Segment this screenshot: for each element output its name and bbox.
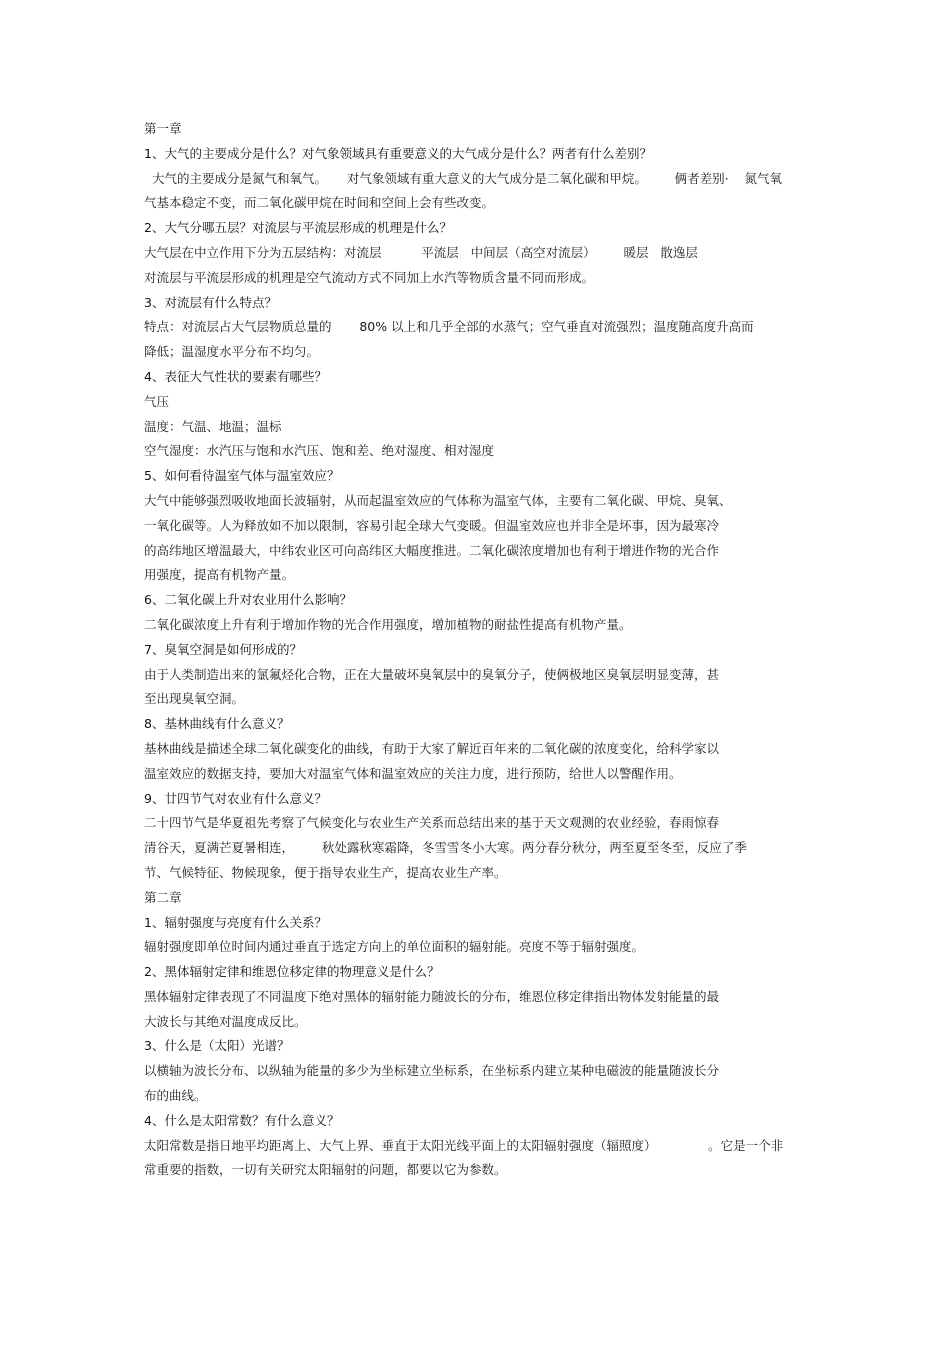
answer-line: 大气层在中立作用下分为五层结构：对流层 平流层 中间层（高空对流层） 暖层 散逸层 — [144, 244, 698, 260]
answer-line: 气压 — [144, 393, 170, 409]
question-line: 8、基林曲线有什么意义？ — [144, 716, 290, 732]
answer-line: 黑体辐射定律表现了不同温度下绝对黑体的辐射能力随波长的分布，维恩位移定律指出物体发射能量的最 — [144, 988, 720, 1004]
answer-line: 大气的主要成分是氮气和氧气。 对气象领域有重大意义的大气成分是二氧化碳和甲烷。 俩者差别· 氮气氧 — [144, 170, 782, 186]
answer-line: 温度：气温、地温；温标 — [144, 418, 282, 434]
answer-line: 一氧化碳等。人为释放如不加以限制，容易引起全球大气变暖。但温室效应也并非全是坏事，因为最寒冷 — [144, 517, 720, 533]
answer-line: 布的曲线。 — [144, 1088, 207, 1104]
answer-line: 由于人类制造出来的氯氟烃化合物，正在大量破坏臭氧层中的臭氧分子，使俩极地区臭氧层明显变薄，甚 — [144, 666, 720, 682]
answer-line: 清谷天，夏满芒夏暑相连， 秋处露秋寒霜降，冬雪雪冬小大寒。两分春分秋分，两至夏至冬至，反应了季 — [144, 840, 747, 856]
question-line: 3、对流层有什么特点？ — [144, 294, 277, 310]
answer-line: 大波长与其绝对温度成反比。 — [144, 1013, 307, 1029]
answer-line: 节、气候特征、物候现象，便于指导农业生产，提高农业生产率。 — [144, 864, 507, 880]
question-line: 4、什么是太阳常数？有什么意义？ — [144, 1112, 340, 1128]
question-line: 7、臭氧空洞是如何形成的？ — [144, 641, 302, 657]
answer-line: 辐射强度即单位时间内通过垂直于选定方向上的单位面积的辐射能。亮度不等于辐射强度。 — [144, 939, 645, 955]
question-line: 1、辐射强度与亮度有什么关系？ — [144, 914, 327, 930]
answer-line: 大气中能够强烈吸收地面长波辐射，从而起温室效应的气体称为温室气体，主要有二氧化碳、甲烷、臭氧、 — [144, 492, 732, 508]
answer-line: 特点：对流层占大气层物质总量的 80% 以上和几乎全部的水蒸气；空气垂直对流强烈；温度随高度升高而 — [144, 319, 754, 335]
answer-line: 温室效应的数据支持，要加大对温室气体和温室效应的关注力度，进行预防，给世人以警醒作用。 — [144, 765, 682, 781]
question-line: 2、大气分哪五层？对流层与平流层形成的机理是什么？ — [144, 220, 452, 236]
question-line: 1、大气的主要成分是什么？对气象领域具有重要意义的大气成分是什么？两者有什么差别？ — [144, 145, 652, 161]
question-line: 4、表征大气性状的要素有哪些？ — [144, 368, 327, 384]
answer-line: 二十四节气是华夏祖先考察了气候变化与农业生产关系而总结出来的基于天文观测的农业经验，春雨惊春 — [144, 815, 720, 831]
answer-line: 以横轴为波长分布、以纵轴为能量的多少为坐标建立坐标系，在坐标系内建立某种电磁波的能量随波长分 — [144, 1063, 720, 1079]
question-line: 9、廿四节气对农业有什么意义？ — [144, 790, 327, 806]
answer-line: 的高纬地区增温最大，中纬农业区可向高纬区大幅度推进。二氧化碳浓度增加也有利于增进作物的光合作 — [144, 542, 720, 558]
answer-line: 太阳常数是指日地平均距离上、大气上界、垂直于太阳光线平面上的太阳辐射强度（辐照度） 。它是一个非 — [144, 1137, 784, 1153]
question-line: 5、如何看待温室气体与温室效应？ — [144, 468, 340, 484]
chapter-heading: 第一章 — [144, 121, 182, 136]
answer-line: 至出现臭氧空洞。 — [144, 691, 245, 707]
chapter-heading: 第二章 — [144, 889, 182, 905]
answer-line: 空气湿度：水汽压与饱和水汽压、饱和差、绝对湿度、相对湿度 — [144, 443, 495, 459]
answer-line: 降低；温湿度水平分布不均匀。 — [144, 344, 320, 360]
answer-line: 二氧化碳浓度上升有利于增加作物的光合作用强度，增加植物的耐盐性提高有机物产量。 — [144, 616, 632, 632]
question-line: 2、黑体辐射定律和维恩位移定律的物理意义是什么？ — [144, 964, 440, 980]
answer-line: 用强度，提高有机物产量。 — [144, 567, 295, 583]
question-line: 6、二氧化碳上升对农业用什么影响？ — [144, 592, 352, 608]
answer-line: 气基本稳定不变，而二氧化碳甲烷在时间和空间上会有些改变。 — [144, 195, 495, 211]
answer-line: 基林曲线是描述全球二氧化碳变化的曲线，有助于大家了解近百年来的二氧化碳的浓度变化，给科学家以 — [144, 740, 720, 756]
question-line: 3、什么是（太阳）光谱？ — [144, 1038, 290, 1054]
document-body — [144, 117, 814, 1183]
answer-line: 常重要的指数，一切有关研究太阳辐射的问题，都要以它为参数。 — [144, 1162, 507, 1178]
answer-line: 对流层与平流层形成的机理是空气流动方式不同加上水汽等物质含量不同而形成。 — [144, 269, 595, 285]
